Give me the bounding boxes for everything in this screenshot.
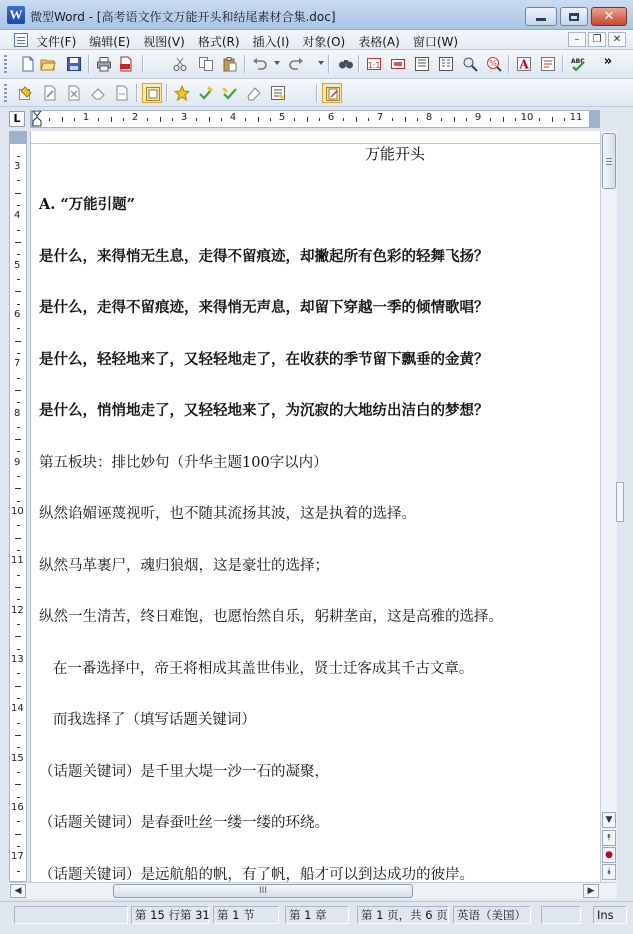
cut-icon — [172, 56, 188, 72]
toolbar-separator — [244, 55, 245, 73]
ruler-number: 13 — [11, 654, 24, 665]
menu-item[interactable]: 视图(V) — [143, 35, 185, 49]
star-pen-button[interactable] — [172, 83, 192, 103]
ruler-tick — [15, 735, 21, 736]
ruler-tick — [441, 118, 442, 121]
ruler-tick — [17, 772, 20, 773]
ruler-number: 9 — [14, 456, 21, 468]
mdi-minimize-button[interactable]: – — [568, 32, 586, 47]
status-cell — [541, 906, 581, 924]
vertical-scrollbar[interactable] — [600, 131, 617, 882]
ruler-tick — [62, 117, 63, 122]
document-paragraph: 是什么，来得悄无生息，走得不留痕迹，却撇起所有色彩的轻舞飞扬？ — [39, 247, 489, 265]
ruler-tick — [17, 821, 20, 822]
toolbar-separator — [142, 55, 143, 73]
undo-button[interactable] — [250, 54, 270, 74]
menu-items — [36, 32, 471, 51]
back-icon — [114, 85, 130, 101]
redo-icon — [288, 56, 304, 72]
ruler-tick — [17, 279, 20, 280]
ruler-tick — [17, 230, 20, 231]
document-paragraph: 纵然一生清苦，终日难饱，也愿怡然自乐，躬耕垄亩，这是高雅的选择。 — [39, 609, 503, 625]
ruler-tick — [17, 205, 20, 206]
app-icon: W — [7, 6, 25, 24]
ruler-tick — [564, 118, 565, 121]
toolbar-overflow-button[interactable]: » — [603, 54, 613, 69]
ruler-tick — [17, 304, 20, 305]
toolbar-separator — [316, 84, 317, 102]
document-paragraph: 而我选择了（填写话题关键词） — [39, 712, 256, 728]
toolbar-separator — [328, 55, 329, 73]
ruler-tick — [294, 118, 295, 121]
ruler-tick — [490, 118, 491, 121]
text-box-button[interactable] — [388, 54, 408, 74]
accept-all-button[interactable] — [220, 83, 240, 103]
status-cell: 第 1 页，共 6 页 — [357, 906, 449, 924]
ruler-number: 3 — [180, 112, 188, 123]
ruler-tick — [15, 834, 21, 835]
open-folder-icon — [40, 56, 56, 72]
ruler-number: 3 — [14, 161, 21, 172]
menu-item[interactable]: 格式(R) — [197, 35, 240, 49]
ruler-tick — [15, 193, 21, 194]
ruler-tick — [15, 636, 21, 637]
ruler-number: 6 — [14, 308, 21, 320]
ruler-number: 11 — [569, 112, 583, 123]
menu-item[interactable]: 编辑(E) — [89, 35, 131, 49]
standard-toolbar — [0, 50, 633, 79]
ruler-tick — [74, 118, 75, 121]
document-paragraph: （话题关键词）是远航船的帆，有了帆，船才可以到达成功的彼岸。 — [39, 866, 474, 882]
ruler-tick — [15, 784, 21, 785]
horizontal-ruler[interactable] — [30, 110, 600, 128]
page-layout-icon — [438, 56, 454, 72]
percent-icon — [486, 56, 502, 72]
ruler-tick — [17, 550, 20, 551]
ruler-number: 5 — [14, 259, 21, 271]
ruler-tick — [392, 118, 393, 121]
ruler-number: 7 — [376, 112, 384, 123]
status-cell: 第 15 行第 31 — [131, 906, 209, 924]
ruler-tick — [49, 118, 50, 121]
svg-text:1:1: 1:1 — [367, 61, 381, 70]
title-bar — [0, 0, 633, 30]
ruler-tick — [172, 118, 173, 121]
document-paragraph: 是什么，悄悄地走了，又轻轻地来了，为沉寂的大地纺出洁白的梦想？ — [39, 402, 489, 419]
zoom-button[interactable] — [460, 54, 480, 74]
ruler-number: 12 — [11, 604, 24, 616]
paragraph-button[interactable] — [538, 54, 558, 74]
ruler-tick — [17, 254, 20, 255]
ruler-number: 6 — [327, 112, 335, 123]
ruler-tick — [196, 118, 197, 121]
toolbar-separator — [508, 55, 509, 73]
page-layout-button[interactable] — [436, 54, 456, 74]
toolbar-separator — [88, 55, 89, 73]
pdf-button[interactable] — [116, 54, 136, 74]
review-note-button[interactable] — [268, 83, 288, 103]
clear-format-button[interactable] — [244, 83, 264, 103]
select-browse-object-button[interactable]: ● — [602, 847, 616, 863]
ruler-area — [0, 107, 633, 131]
toolbar-separator — [358, 55, 359, 73]
columns-icon — [414, 56, 430, 72]
document-paragraph: A. “万能引题” — [39, 196, 136, 213]
ruler-tick — [552, 117, 553, 122]
columns-button[interactable] — [412, 54, 432, 74]
page-number-icon — [366, 56, 382, 72]
maximize-icon — [569, 13, 579, 21]
ruler-tick — [15, 686, 21, 687]
horizontal-scrollbar[interactable] — [9, 882, 617, 899]
find-icon — [338, 56, 354, 72]
ruler-tick — [466, 118, 467, 121]
ruler-tick — [17, 156, 20, 157]
ruler-number: 16 — [11, 801, 24, 813]
menu-item[interactable]: 插入(I) — [252, 35, 290, 49]
ruler-tick — [17, 525, 20, 526]
ruler-tick — [539, 118, 540, 121]
previous-page-button[interactable]: ⯭ — [602, 830, 616, 846]
ruler-tick — [147, 118, 148, 121]
ruler-tick — [15, 587, 21, 588]
paste-icon — [222, 56, 238, 72]
reject-button[interactable] — [64, 83, 84, 103]
redo-button[interactable] — [286, 54, 306, 74]
ruler-tick — [17, 698, 20, 699]
scroll-left-button[interactable]: ◀ — [10, 884, 26, 898]
toolbar-separator — [136, 84, 137, 102]
ruler-tick — [515, 118, 516, 121]
ruler-tick — [15, 291, 21, 292]
protect-doc-icon — [325, 86, 341, 102]
document-page[interactable] — [30, 131, 600, 882]
font-color-button[interactable] — [514, 54, 534, 74]
ruler-number: 7 — [14, 358, 21, 370]
document-paragraph: （话题关键词）是千里大堤一沙一石的凝聚， — [39, 763, 329, 780]
ruler-tick — [17, 797, 20, 798]
find-button[interactable] — [336, 54, 356, 74]
clear-format-icon — [246, 85, 262, 101]
ruler-tick — [17, 723, 20, 724]
status-cell: 第 1 章 — [285, 906, 349, 924]
cut-button[interactable] — [170, 54, 190, 74]
ruler-number: 8 — [14, 407, 21, 419]
review-toolbar — [0, 79, 633, 107]
ruler-tick — [503, 117, 504, 122]
right-margin-shade — [589, 111, 600, 127]
status-cell: 第 1 节 — [213, 906, 279, 924]
minimize-icon — [536, 18, 546, 21]
zoom-icon — [462, 56, 478, 72]
ruler-tick — [17, 328, 20, 329]
next-page-button[interactable]: ⯯ — [602, 864, 616, 880]
ruler-number: 10 — [520, 112, 534, 123]
document-paragraph: 纵然马革裹尸，魂归狼烟，这是豪壮的选择； — [39, 557, 329, 574]
font-color-icon — [516, 56, 532, 72]
ruler-tick — [111, 117, 112, 122]
toolbar-grip[interactable] — [4, 84, 7, 102]
ruler-tick — [15, 341, 21, 342]
scroll-right-button[interactable]: ▶ — [583, 884, 599, 898]
close-icon: ✕ — [603, 9, 615, 24]
accept-all-icon — [222, 85, 238, 101]
ruler-number: 5 — [278, 112, 286, 123]
text-box-icon — [390, 56, 406, 72]
document-icon[interactable] — [14, 33, 28, 47]
svg-text:A: A — [519, 57, 529, 72]
ruler-tick — [123, 118, 124, 121]
ruler-tick — [368, 118, 369, 121]
status-bar — [0, 901, 633, 934]
spell-check-icon — [570, 56, 586, 72]
track-changes-button[interactable] — [142, 83, 162, 103]
ruler-tick — [17, 747, 20, 748]
document-paragraph: 纵然谄媚诬蔑视听，也不随其流扬其波，这是执着的选择。 — [39, 506, 416, 522]
track-changes-icon — [145, 86, 161, 102]
ruler-tick — [17, 501, 20, 502]
ruler-tick — [15, 242, 21, 243]
ruler-tick — [17, 599, 20, 600]
ruler-tick — [307, 117, 308, 122]
print-icon — [96, 56, 112, 72]
ruler-number: 1 — [82, 112, 90, 123]
ruler-tick — [17, 673, 20, 674]
svg-text:%: % — [489, 59, 497, 68]
highlight-icon — [18, 85, 34, 101]
status-cell: 英语（美国） — [453, 906, 531, 924]
accept-check-button[interactable] — [196, 83, 216, 103]
review-note-icon — [270, 85, 286, 101]
dropdown-arrow-icon[interactable] — [274, 61, 280, 65]
ruler-tick — [356, 117, 357, 122]
ruler-tick — [17, 378, 20, 379]
top-margin-shade — [10, 132, 26, 144]
document-paragraph: 第五板块：排比妙句（升华主题100字以内） — [39, 454, 328, 471]
splitter-handle[interactable] — [616, 482, 624, 522]
ruler-number: 2 — [131, 112, 139, 123]
vertical-scroll-thumb[interactable] — [602, 133, 616, 189]
new-document-icon — [20, 56, 36, 72]
ruler-number: 14 — [11, 703, 24, 715]
highlight-button[interactable] — [16, 83, 36, 103]
close-button[interactable] — [591, 7, 627, 26]
ruler-tick — [15, 538, 21, 539]
spell-check-button[interactable] — [568, 54, 588, 74]
ruler-tick — [417, 118, 418, 121]
ruler-tick — [17, 476, 20, 477]
vertical-ruler[interactable] — [9, 131, 27, 882]
ruler-number: 15 — [11, 752, 24, 764]
document-paragraph: 在一番选择中，帝王将相成其盖世伟业，贤士迁客成其千古文章。 — [39, 660, 474, 677]
horizontal-scroll-thumb[interactable]: III — [113, 884, 413, 898]
print-button[interactable] — [94, 54, 114, 74]
ruler-tick — [17, 353, 20, 354]
ruler-tick — [245, 118, 246, 121]
ruler-tick — [270, 118, 271, 121]
ruler-tick — [319, 118, 320, 121]
percent-button[interactable] — [484, 54, 504, 74]
ruler-tick — [258, 117, 259, 122]
copy-icon — [198, 56, 214, 72]
ruler-tick — [17, 624, 20, 625]
edit-mark-icon — [42, 85, 58, 101]
save-button[interactable] — [64, 54, 84, 74]
document-heading: 万能开头 — [365, 145, 426, 163]
erase-icon — [90, 85, 106, 101]
ruler-tick — [221, 118, 222, 121]
status-cell: Ins — [593, 906, 627, 924]
document-paragraph: 是什么，轻轻地来了，又轻轻地走了，在收获的季节留下飘垂的金黄？ — [39, 350, 489, 368]
reject-icon — [66, 85, 82, 101]
svg-text:ABC: ABC — [571, 58, 585, 65]
ruler-number: 11 — [11, 555, 24, 567]
mdi-restore-button[interactable]: ❐ — [588, 32, 606, 47]
ruler-tick — [405, 117, 406, 122]
toolbar-separator — [562, 55, 563, 73]
ruler-tick — [17, 649, 20, 650]
maximize-button[interactable] — [560, 7, 588, 26]
ruler-tick — [17, 846, 20, 847]
ruler-tick — [17, 180, 20, 181]
copy-button[interactable] — [196, 54, 216, 74]
ruler-number: 9 — [474, 112, 482, 123]
ruler-tick — [209, 117, 210, 122]
ruler-number: 8 — [425, 112, 433, 123]
ruler-tick — [343, 118, 344, 121]
tab-stop-selector[interactable]: L — [9, 111, 25, 127]
ruler-tick — [17, 451, 20, 452]
menu-bar — [0, 30, 633, 50]
new-document-button[interactable] — [18, 54, 38, 74]
toolbar-grip[interactable] — [4, 55, 7, 73]
ruler-number: 4 — [14, 210, 21, 222]
star-pen-icon — [174, 85, 190, 101]
ruler-tick — [17, 427, 20, 428]
undo-icon — [252, 56, 268, 72]
ruler-tick — [454, 117, 455, 122]
edit-mark-button[interactable] — [40, 83, 60, 103]
menu-item[interactable]: 窗口(W) — [412, 35, 459, 49]
erase-button[interactable] — [88, 83, 108, 103]
scroll-down-button[interactable]: ▼ — [602, 812, 616, 828]
open-folder-button[interactable] — [38, 54, 58, 74]
paragraph-icon — [540, 56, 556, 72]
window-title: 微型Word - [高考语文作文万能开头和结尾素材合集.doc] — [30, 10, 336, 24]
toolbar-separator — [166, 84, 167, 102]
back-button[interactable] — [112, 83, 132, 103]
ruler-tick — [15, 439, 21, 440]
document-paragraph: （话题关键词）是春蚕吐丝一缕一缕的环绕。 — [39, 815, 329, 831]
ruler-tick — [160, 117, 161, 122]
menu-item[interactable]: 对象(O) — [302, 35, 346, 49]
mdi-close-button[interactable]: ✕ — [608, 32, 626, 47]
status-cell — [14, 906, 128, 924]
protect-doc-button[interactable] — [322, 83, 342, 103]
ruler-tick — [17, 871, 20, 872]
save-icon — [66, 56, 82, 72]
dropdown-arrow-icon[interactable] — [318, 61, 324, 65]
ruler-number: 17 — [11, 851, 24, 863]
accept-check-icon — [198, 85, 214, 101]
ruler-tick — [17, 402, 20, 403]
page-number-button[interactable] — [364, 54, 384, 74]
paste-button[interactable] — [220, 54, 240, 74]
ruler-tick — [15, 488, 21, 489]
document-paragraph: 是什么，走得不留痕迹，来得悄无声息，却留下穿越一季的倾情歌唱？ — [39, 299, 489, 316]
page-top-edge — [31, 143, 600, 144]
ruler-tick — [15, 390, 21, 391]
pdf-icon — [118, 56, 134, 72]
ruler-tick — [17, 575, 20, 576]
menu-item[interactable]: 文件(F) — [36, 35, 77, 49]
ruler-number: 4 — [229, 112, 237, 123]
menu-item[interactable]: 表格(A) — [358, 35, 400, 49]
minimize-button[interactable] — [525, 7, 557, 26]
ruler-tick — [98, 118, 99, 121]
ruler-number: 10 — [11, 506, 24, 518]
indent-marker-icon[interactable] — [32, 111, 42, 127]
